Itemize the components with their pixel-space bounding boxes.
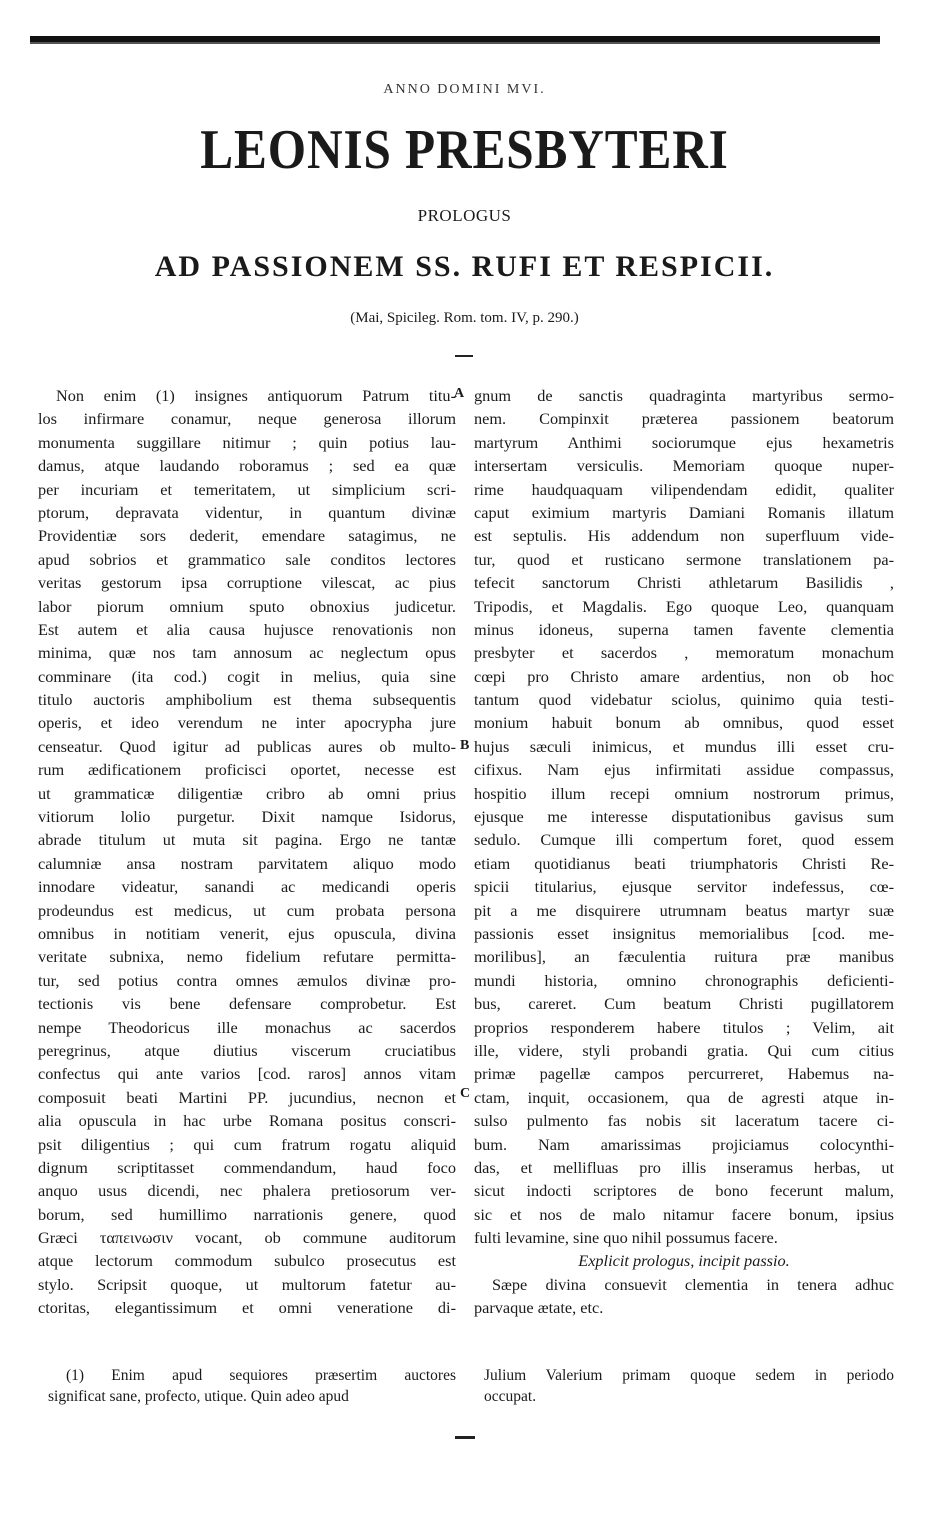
text-line: monumenta suggillare nitimur ; quin potius lau-	[38, 432, 456, 452]
text-line: stylo. Scripsit quoque, ut multorum fatetur au-	[38, 1274, 456, 1294]
text-line: nem. Compinxit præterea passionem beatorum	[474, 409, 894, 429]
text-line: rime haudquaquam vilipendendam edidit, qualiter	[474, 479, 894, 499]
text-line: abrade titulum ut muta sit pagina. Ergo ne tantæ	[38, 830, 456, 850]
text-line: monium habuit bonum ab omnibus, quod esset	[474, 713, 894, 733]
text-line: psit diligentius ; qui cum fratrum rogatu aliquid	[38, 1134, 456, 1154]
text-line: borum, sed humillimo narrationis genere, quod	[38, 1204, 456, 1224]
text-line: operis, et ideo verendum ne inter apocrypha jure	[38, 713, 456, 733]
text-line: cœpi pro Christo amare ardentius, non ob hoc	[474, 666, 894, 686]
text-line: tefecit sanctorum Christi athletarum Basilidis ,	[474, 573, 894, 593]
text-line: ille, videre, styli probandi gratia. Qui cum citius	[474, 1040, 894, 1060]
text-line: Græci ταπεινωσιν vocant, ob commune auditorum	[38, 1228, 456, 1248]
text-line: sicut indocti scriptores de bono fecerunt malum,	[474, 1181, 894, 1201]
text-line: damus, atque laudando roboramus ; sed ea quæ	[38, 456, 456, 476]
margin-marker-a: A	[454, 386, 465, 401]
left-column	[38, 384, 456, 1320]
text-line: hujus sæculi inimicus, et mundus illi esset cru-	[474, 736, 894, 756]
text-line: est septulis. His addendum non superfluum vide-	[474, 526, 894, 546]
text-line: mundi historia, omnino chronographis deficienti-	[474, 970, 894, 990]
text-line: titulo auctoris amphibolium est thema subsequentis	[38, 690, 456, 710]
prologus-heading: PROLOGUS	[417, 206, 512, 225]
top-rule	[30, 36, 880, 44]
text-line: intersertam versiculis. Memoriam quoque nuper-	[474, 456, 894, 476]
text-line: vitiorum lolio purgetur. Dixit namque Isidorus,	[38, 807, 456, 827]
footnote-left	[48, 1365, 456, 1407]
footnote-line: occupat.	[484, 1388, 537, 1405]
text-line: minima, quæ nos tam annosum ac neglectum opus	[38, 643, 456, 663]
text-line: ptorum, depravata videntur, in quantum divinæ	[38, 502, 456, 522]
text-line: cifixus. Nam ejus infirmitati assidue compassus,	[474, 760, 894, 780]
text-line: Non enim (1) insignes antiquorum Patrum titu-	[56, 386, 456, 405]
page-title: LEONIS PRESBYTERI	[200, 119, 729, 181]
text-line: innodare videatur, sanandi ac medicandi operis	[38, 877, 456, 897]
text-line: primæ pagellæ campos percurreret, Habemus na-	[474, 1064, 894, 1084]
footnote-line: Julium Valerium primam quoque sedem in periodo	[484, 1367, 894, 1384]
text-line: veritate subnixa, nemo fidelium refutare permitta-	[38, 947, 456, 967]
footnote-line: (1) Enim apud sequiores præsertim auctores	[66, 1367, 456, 1384]
text-line: ut grammaticæ diligentiæ cribro ab omni prius	[38, 783, 456, 803]
text-line: atque lectorum commodum subulco prosecutus est	[38, 1251, 456, 1271]
footnote-line: significat sane, profecto, utique. Quin adeo apud	[48, 1388, 349, 1405]
text-line: calumniæ ansa nostram parvitatem aliquo modo	[38, 853, 456, 873]
text-line: dignum scriptitasset commendandum, haud foco	[38, 1157, 456, 1177]
text-line: per incuriam et temeritatem, ut simplicium scri-	[38, 479, 456, 499]
subtitle: AD PASSIONEM SS. RUFI ET RESPICII.	[154, 250, 775, 283]
text-line: Est autem et alia causa hujusce renovationis non	[38, 619, 456, 639]
text-line: das, et mellifluas pro illis inseramus herbas, ut	[474, 1157, 894, 1177]
text-line: composuit beati Martini PP. jucundius, necnon et	[38, 1087, 456, 1107]
text-line: sic et nos de malo nitamur facere bonum, ipsius	[474, 1204, 894, 1224]
text-line: martyrum Anthimi sociorumque ejus hexametris	[474, 432, 894, 452]
source-citation: (Mai, Spicileg. Rom. tom. IV, p. 290.)	[350, 310, 579, 326]
text-line: spicii titularius, ejusque servitor indefessus, cœ-	[474, 877, 894, 897]
text-line: tectionis vis bene defensare comprobetur. Est	[38, 994, 456, 1014]
title-divider	[455, 355, 473, 357]
text-line: los infirmare conamur, neque generosa illorum	[38, 409, 456, 429]
text-line: morilibus], an fæculentia ruitura præ manibus	[474, 947, 894, 967]
text-line: Tripodis, et Magdalis. Ego quoque Leo, quanquam	[474, 596, 894, 616]
text-line: hospitio illum recepi omnium nostrorum primus,	[474, 783, 894, 803]
margin-marker-b: B	[460, 738, 470, 753]
text-line: tur, quod et rusticano sermone translationem pa-	[474, 549, 894, 569]
text-line: gnum de sanctis quadraginta martyribus sermo-	[474, 386, 894, 405]
text-line: tantum quod videbatur sciolus, quinimo quia testi-	[474, 690, 894, 710]
anno-domini: ANNO DOMINI MVI.	[383, 82, 546, 97]
text-line: presbyter et sacerdos , memoratum monachum	[474, 643, 894, 663]
text-line: ctoritas, elegantissimum et omni veneratione di-	[38, 1298, 456, 1318]
text-line: ctam, inquit, occasionem, qua de agresti atque in-	[474, 1087, 894, 1107]
text-line: nempe Theodoricus ille monachus ac sacerdos	[38, 1017, 456, 1037]
text-line: minus idoneus, superna tamen favente clementia	[474, 619, 894, 639]
text-line: apud sobrios et grammatico sale conditos lectores	[38, 549, 456, 569]
text-line: bum. Nam amarissimas projiciamus colocynthi-	[474, 1134, 894, 1154]
text-line: veritas gestorum ipsa corruptione vilescat, ac pius	[38, 573, 456, 593]
text-line: confectus qui ante varios [cod. raros] annos vitam	[38, 1064, 456, 1084]
closing-line: parvaque ætate, etc.	[474, 1298, 604, 1318]
text-line: prodeundus est medicus, ut cum probata persona	[38, 900, 456, 920]
right-column	[474, 384, 894, 1320]
margin-marker-c: C	[460, 1086, 471, 1101]
explicit-line: Explicit prologus, incipit passio.	[578, 1251, 790, 1271]
text-line: etiam quotidianus beati triumphatoris Christi Re-	[474, 853, 894, 873]
text-line: sulso pulmento fas nobis sit laceratum tacere ci-	[474, 1111, 894, 1131]
text-line: Providentiæ sors dederit, emendare satagimus, ne	[38, 526, 456, 546]
text-line: fulti levamine, sine quo nihil possumus facere.	[474, 1228, 778, 1248]
text-line: ejusque me interesse disputationibus gavisus sum	[474, 807, 894, 827]
text-line: peregrinus, atque diutius viscerum cruciatibus	[38, 1040, 456, 1060]
text-line: bus, careret. Cum beatum Christi pugillatorem	[474, 994, 894, 1014]
bottom-dash	[455, 1436, 475, 1439]
text-line: anquo usus dicendi, nec phalera pretiosorum ver-	[38, 1181, 456, 1201]
text-line: proprios responderem habere titulos ; Velim, ait	[474, 1017, 894, 1037]
text-line: alia opuscula in hac urbe Romana positus conscri-	[38, 1111, 456, 1131]
text-line: sedulo. Cumque illi compertum foret, quod essem	[474, 830, 894, 850]
text-line: tur, sed potius contra omnes æmulos divinæ pro-	[38, 970, 456, 990]
text-line: rum ædificationem proficisci oportet, necesse est	[38, 760, 456, 780]
text-line: pit a me disquirere utrumnam beatus martyr suæ	[474, 900, 894, 920]
text-line: passionis esset insignitus memorialibus [cod. me-	[474, 923, 894, 943]
footnote-right	[484, 1365, 894, 1407]
text-line: censeatur. Quod igitur ad publicas aures ob multo-	[38, 736, 456, 756]
closing-line: Sæpe divina consuevit clementia in tenera adhuc	[492, 1274, 894, 1294]
text-line: caput eximium martyris Damiani Romanis illatum	[474, 502, 894, 522]
text-line: labor piorum omnium sputo obnoxius judicetur.	[38, 596, 456, 616]
text-line: comminare (ita cod.) cogit in melius, quia sine	[38, 666, 456, 686]
text-line: omnibus in notitiam venerit, ejus opuscula, divina	[38, 923, 456, 943]
